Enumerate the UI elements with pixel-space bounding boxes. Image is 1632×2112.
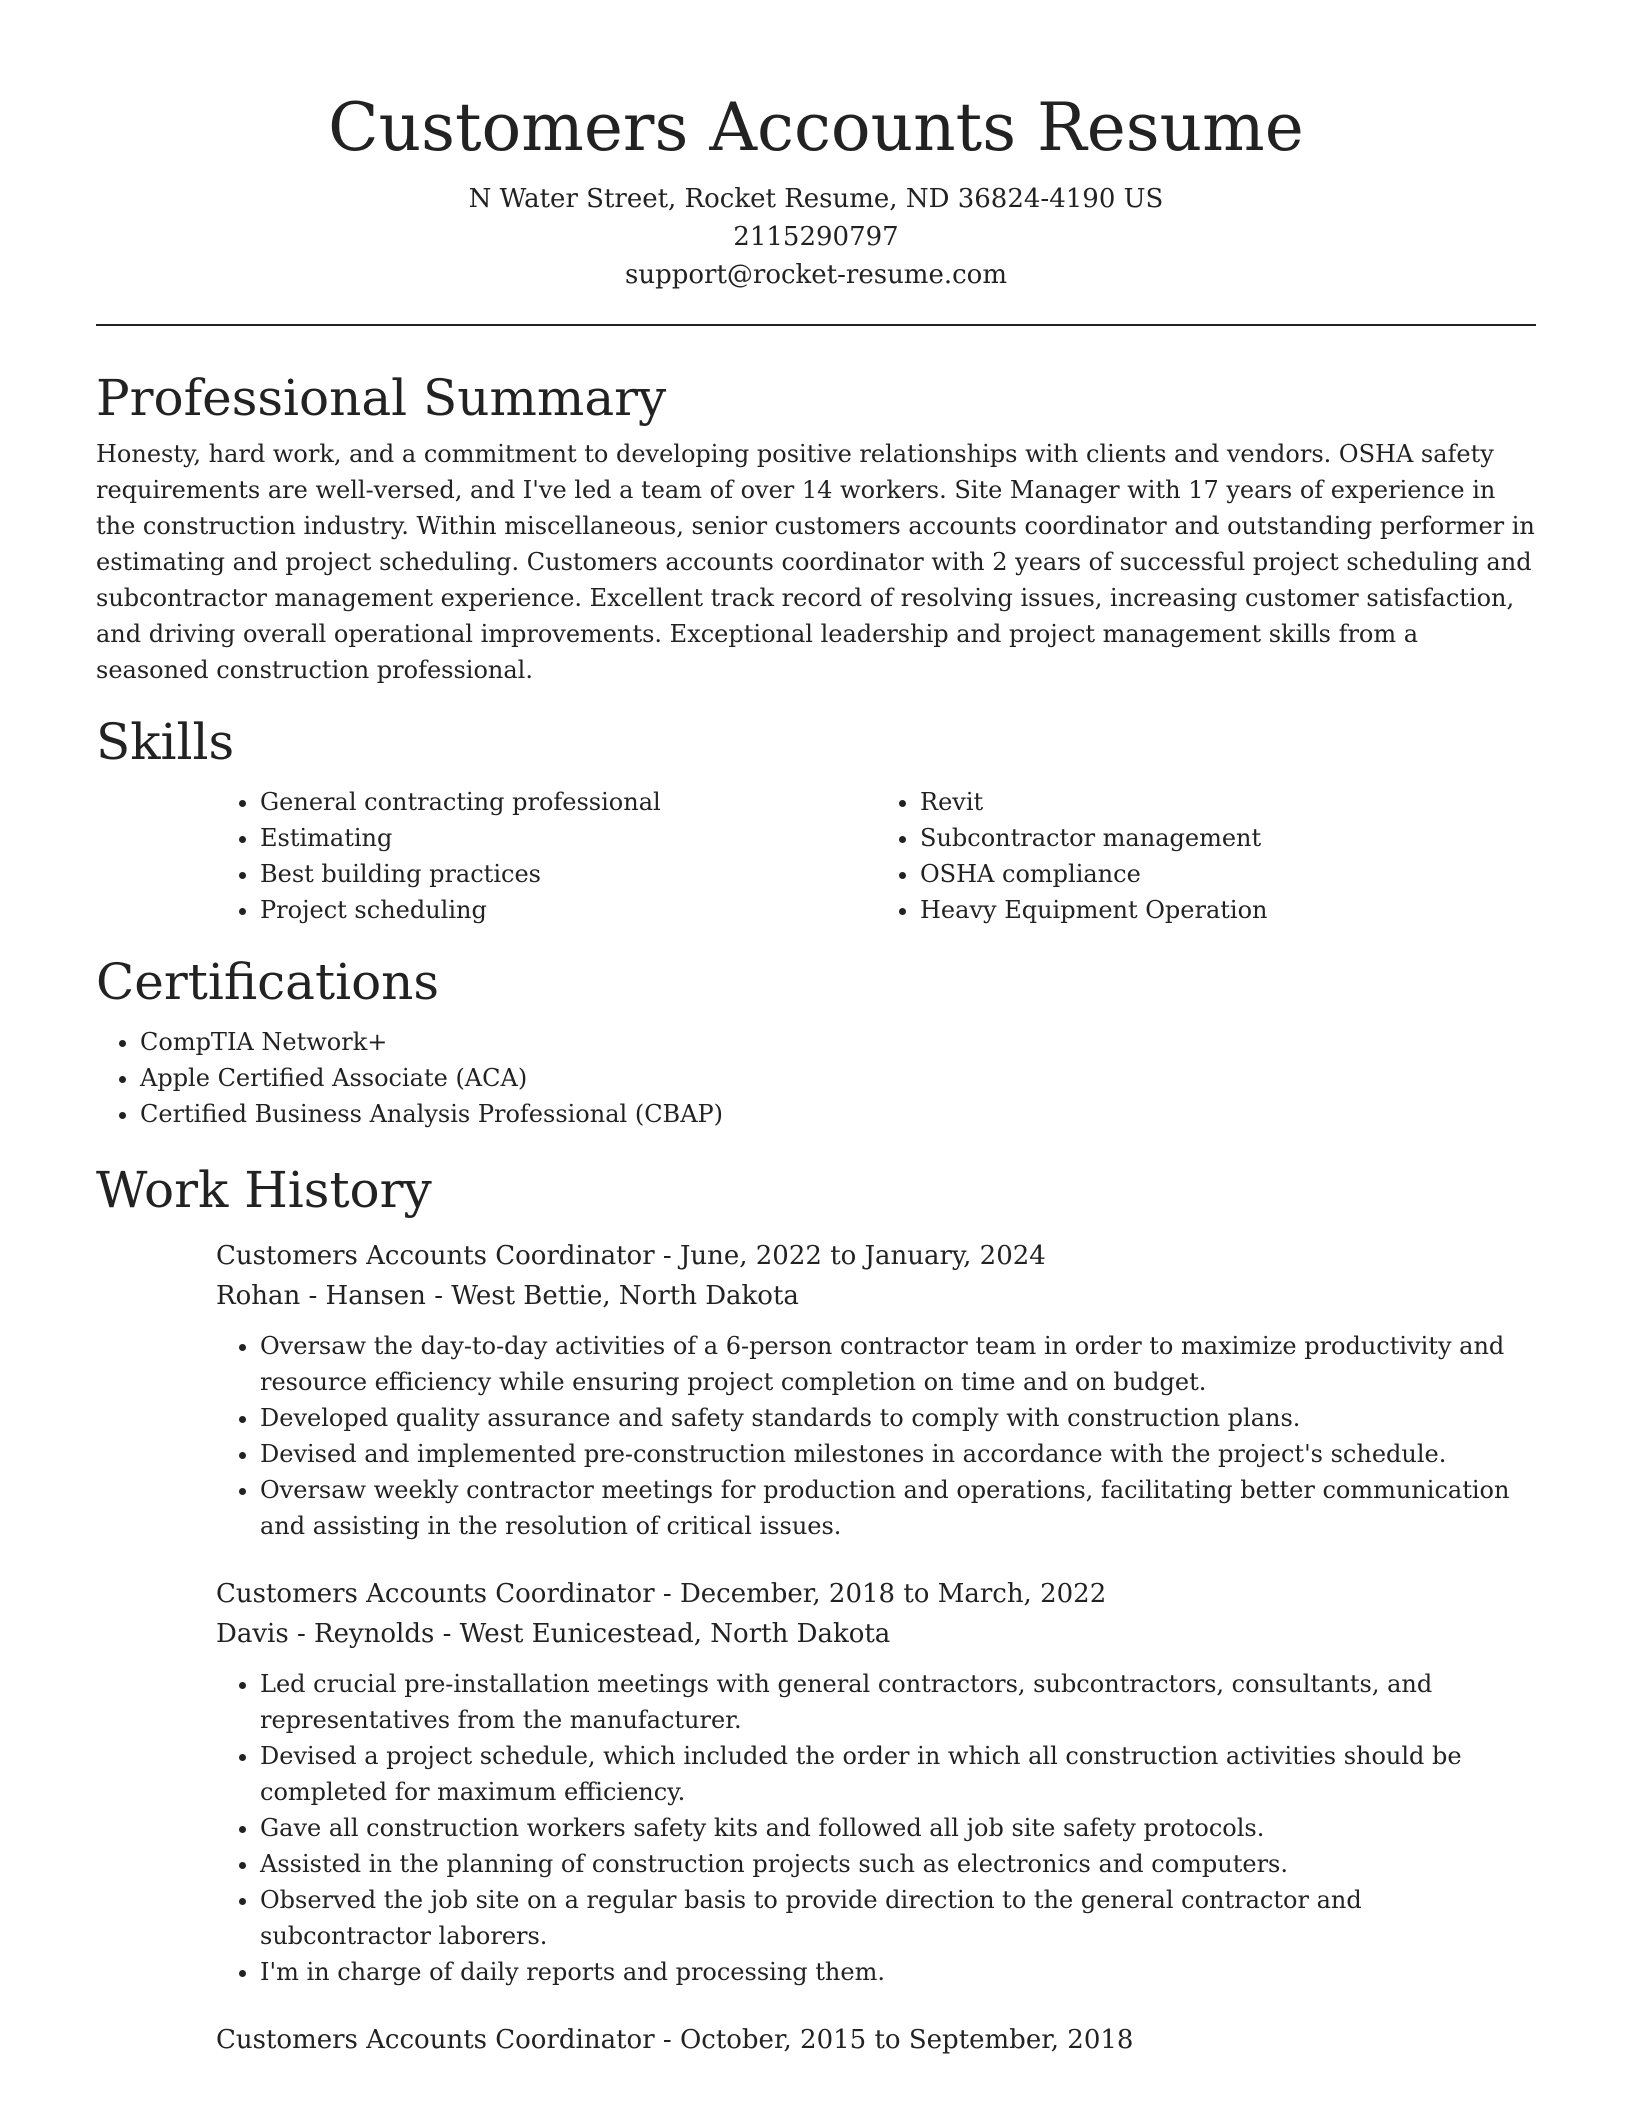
job-duty-item: • Observed the job site on a regular basis to provide direction to the general contractor and subcontractor laborers.: [260, 1882, 1536, 1954]
contact-phone: 2115290797: [733, 222, 899, 252]
work-history-heading: Work History: [96, 1161, 432, 1219]
certifications-heading: Certifications: [96, 953, 440, 1011]
job-duty-item: • Led crucial pre-installation meetings with general contractors, subcontractors, consultants, and representatives from the manufacturer.: [260, 1666, 1536, 1738]
job-company-location: Rohan - Hansen - West Bettie, North Dakota: [216, 1281, 799, 1311]
job-duty-item: • Devised a project schedule, which included the order in which all construction activities should be completed for maximum efficiency.: [260, 1738, 1536, 1810]
certification-item: • Apple Certified Associate (ACA): [140, 1060, 1536, 1096]
contact-address: N Water Street, Rocket Resume, ND 36824-4190 US: [468, 184, 1164, 214]
certification-item: • CompTIA Network+: [140, 1024, 1536, 1060]
job-duty-item: • I'm in charge of daily reports and processing them.: [260, 1954, 1536, 1990]
resume-header: [96, 0, 1536, 294]
skill-item: • Estimating: [260, 820, 876, 856]
job-duty-item: • Oversaw weekly contractor meetings for production and operations, facilitating better communication and assisting in the resolution of critical issues.: [260, 1472, 1536, 1544]
job-title-dates: Customers Accounts Coordinator - December, 2018 to March, 2022: [216, 1579, 1107, 1609]
skills-section: [96, 710, 1536, 928]
summary-heading: Professional Summary: [96, 369, 667, 427]
job-duty-item: • Gave all construction workers safety kits and followed all job site safety protocols.: [260, 1810, 1536, 1846]
job-title-dates: Customers Accounts Coordinator - June, 2022 to January, 2024: [216, 1241, 1046, 1271]
skill-item: • Heavy Equipment Operation: [920, 892, 1536, 928]
job-entry: [216, 1574, 1536, 1990]
job-duty-item: • Developed quality assurance and safety standards to comply with construction plans.: [260, 1400, 1536, 1436]
job-duty-item: • Oversaw the day-to-day activities of a 6-person contractor team in order to maximize productivity and resource efficiency while ensuring project completion on time and on budget.: [260, 1328, 1536, 1400]
resume-page: [96, 0, 1536, 2086]
job-duty-item: • Assisted in the planning of construction projects such as electronics and computers.: [260, 1846, 1536, 1882]
contact-email: support@rocket-resume.com: [624, 260, 1007, 290]
job-duties: [216, 1666, 1536, 1990]
skills-heading: Skills: [96, 713, 235, 771]
skill-item: • Project scheduling: [260, 892, 876, 928]
job-title-dates: Customers Accounts Coordinator - October, 2015 to September, 2018: [216, 2025, 1134, 2055]
certifications-list: [96, 1024, 1536, 1132]
summary-section: [96, 366, 1536, 688]
skills-list-left: [216, 784, 876, 928]
skill-item: • Subcontractor management: [920, 820, 1536, 856]
skill-item: • Revit: [920, 784, 1536, 820]
job-duties: [216, 1328, 1536, 1544]
contact-info: [96, 180, 1536, 294]
skill-item: • General contracting professional: [260, 784, 876, 820]
work-history-section: [96, 1158, 1536, 2060]
certification-item: • Certified Business Analysis Professional (CBAP): [140, 1096, 1536, 1132]
summary-text: Honesty, hard work, and a commitment to developing positive relationships with clients and vendors. OSHA safety requirements are well-versed, and I've led a team of over 14 workers. Site Manager with 17 years of experience in the construction industry. Within miscellaneous, senior customers accounts coordinator and outstanding performer in estimating and project scheduling. Customers accounts coordinator with 2 years of successful project scheduling and subcontractor management experience. Excellent track record of resolving issues, increasing customer satisfaction, and driving overall operational improvements. Exceptional leadership and project management skills from a seasoned construction professional.: [96, 440, 1535, 684]
skill-item: • OSHA compliance: [920, 856, 1536, 892]
header-divider: [96, 324, 1536, 326]
job-entry: [216, 2020, 1536, 2060]
resume-title: Customers Accounts Resume: [328, 89, 1304, 166]
skills-list-right: [876, 784, 1536, 928]
skills-grid: [216, 784, 1536, 928]
certifications-section: [96, 950, 1536, 1132]
job-duty-item: • Devised and implemented pre-construction milestones in accordance with the project's schedule.: [260, 1436, 1536, 1472]
skill-item: • Best building practices: [260, 856, 876, 892]
job-company-location: Davis - Reynolds - West Eunicestead, North Dakota: [216, 1619, 891, 1649]
job-entry: [216, 1236, 1536, 1544]
